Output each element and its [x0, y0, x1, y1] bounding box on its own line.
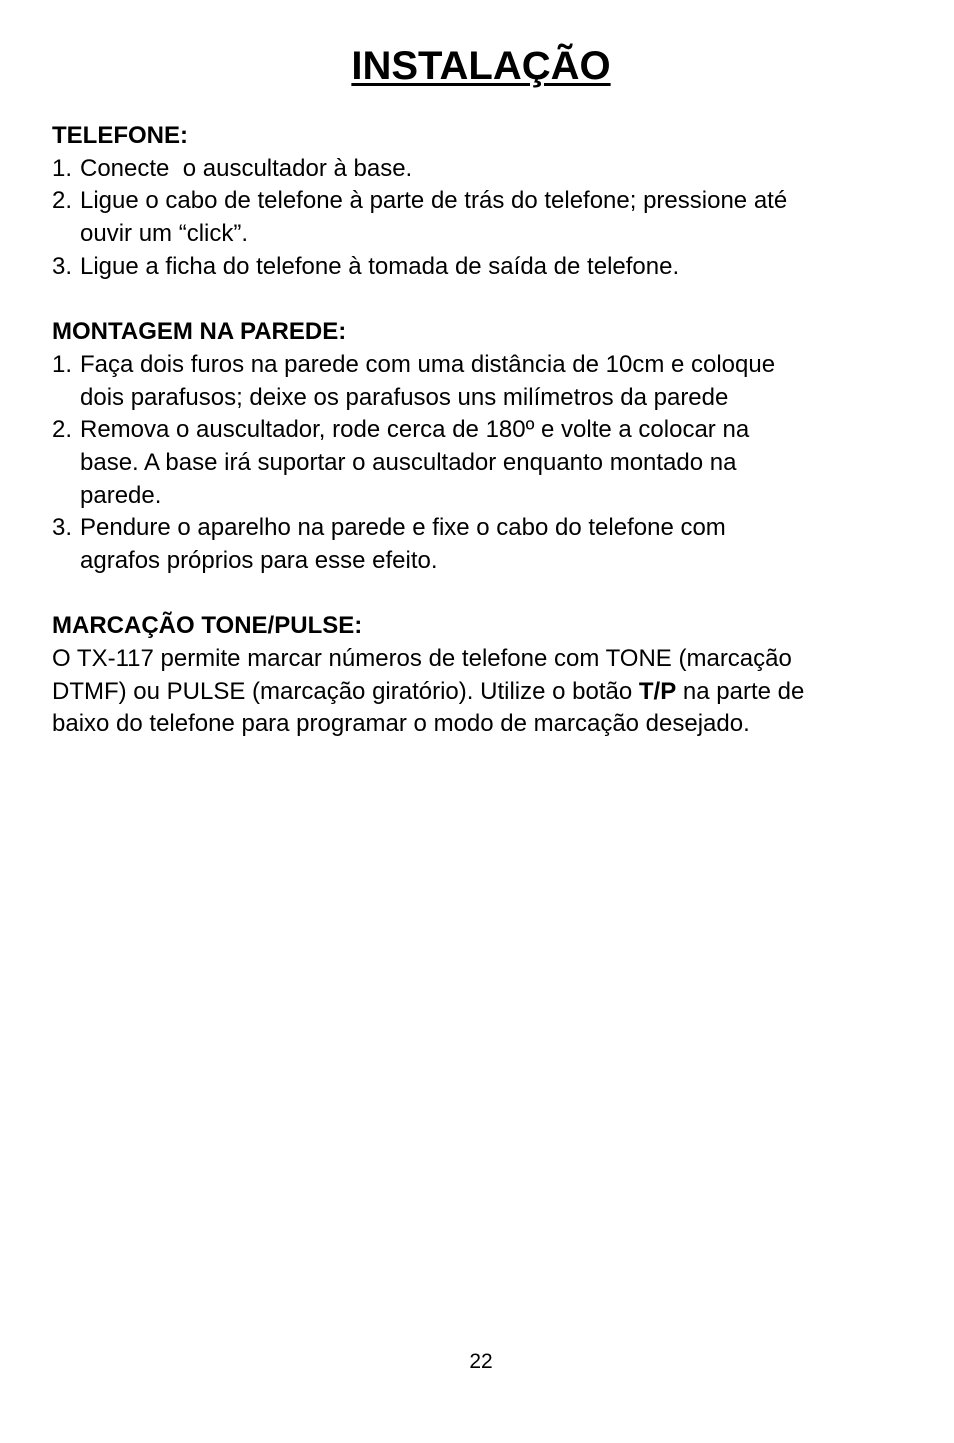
paragraph-line: [52, 676, 932, 709]
step-number: 1.: [52, 350, 73, 378]
step-line: [52, 185, 932, 218]
step-number: 2.: [52, 187, 73, 215]
page-title-text: INSTALAÇÃO: [351, 44, 611, 88]
step-number: 2.: [52, 416, 73, 444]
page-title: [0, 42, 954, 90]
step-text: Pendure o aparelho na parede e fixe o cabo do telefone com: [80, 514, 726, 542]
step-line: [52, 512, 932, 545]
telefone-step-2: [52, 185, 932, 250]
step-line: [52, 349, 932, 382]
section-marcacao: [52, 610, 932, 741]
section-telefone: [52, 120, 932, 283]
paragraph-text: na parte de: [676, 677, 805, 705]
step-number: 3.: [52, 514, 73, 542]
step-text: Conecte o auscultador à base.: [80, 154, 413, 182]
section-heading-telefone: TELEFONE:: [52, 122, 188, 149]
montagem-step-2: [52, 414, 932, 512]
step-text-continued: dois parafusos; deixe os parafusos uns milímetros da parede: [80, 383, 729, 411]
step-line: [52, 414, 932, 447]
telefone-step-3: [52, 251, 932, 284]
section-montagem: [52, 316, 932, 578]
tp-button-label: T/P: [638, 677, 677, 705]
paragraph-line: baixo do telefone para programar o modo de marcação desejado.: [52, 710, 750, 738]
section-heading-montagem: MONTAGEM NA PAREDE:: [52, 318, 347, 346]
paragraph-text: DTMF) ou PULSE (marcação giratório). Utilize o botão: [52, 677, 639, 705]
step-text-continued: base. A base irá suportar o auscultador enquanto montado na: [80, 448, 737, 476]
montagem-step-3: [52, 512, 932, 577]
step-text: Ligue a ficha do telefone à tomada de saída de telefone.: [80, 252, 680, 280]
step-text: Remova o auscultador, rode cerca de 180º e volte a colocar na: [80, 416, 750, 444]
paragraph-line: O TX-117 permite marcar números de telefone com TONE (marcação: [52, 645, 792, 672]
page-number: 22: [469, 1350, 493, 1373]
step-number: 3.: [52, 252, 73, 280]
page-content: [52, 120, 932, 741]
step-line: [52, 251, 932, 284]
step-text-continued: agrafos próprios para esse efeito.: [80, 546, 438, 574]
montagem-step-1: [52, 349, 932, 414]
step-text-continued: parede.: [80, 481, 162, 509]
step-text-continued: ouvir um “click”.: [80, 220, 249, 248]
step-line: [52, 153, 932, 186]
section-heading-marcacao: MARCAÇÃO TONE/PULSE:: [52, 612, 363, 640]
step-text: Ligue o cabo de telefone à parte de trás do telefone; pressione até: [80, 187, 788, 215]
telefone-step-1: [52, 153, 932, 186]
step-number: 1.: [52, 154, 73, 182]
step-text: Faça dois furos na parede com uma distância de 10cm e coloque: [80, 350, 776, 378]
